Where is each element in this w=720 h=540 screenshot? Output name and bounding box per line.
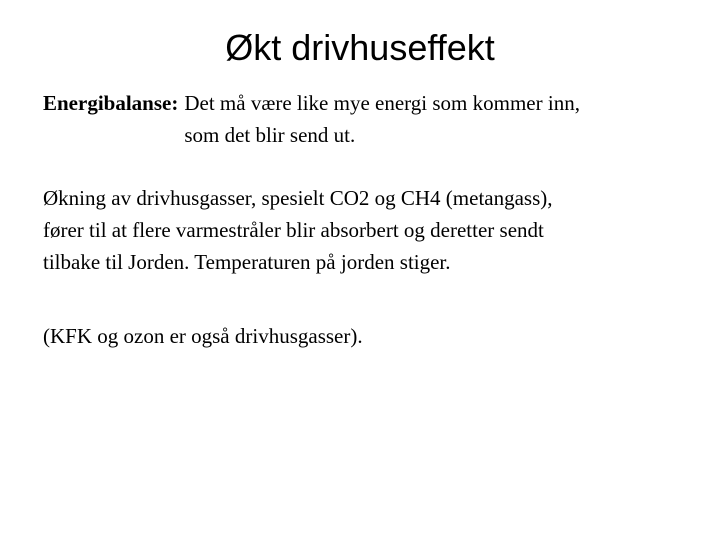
- energy-balance-definition: [43, 87, 693, 151]
- slide-body: [43, 87, 693, 352]
- greenhouse-increase-paragraph: [43, 182, 693, 278]
- increase-line-1: Økning av drivhusgasser, spesielt CO2 og CH4 (metangass),: [43, 186, 553, 210]
- energy-balance-line-2: som det blir send ut.: [184, 123, 356, 147]
- increase-line-3: tilbake til Jorden. Temperaturen på jorden stiger.: [43, 250, 451, 274]
- increase-line-2: fører til at flere varmestråler blir absorbert og deretter sendt: [43, 218, 544, 242]
- note-paragraph: (KFK og ozon er også drivhusgasser).: [43, 324, 363, 348]
- energy-balance-term: Energibalanse:: [43, 91, 179, 115]
- slide-title: Økt drivhuseffekt: [225, 27, 495, 68]
- energy-balance-text: [184, 87, 693, 151]
- energy-balance-line-1: Det må være like mye energi som kommer inn,: [184, 91, 580, 115]
